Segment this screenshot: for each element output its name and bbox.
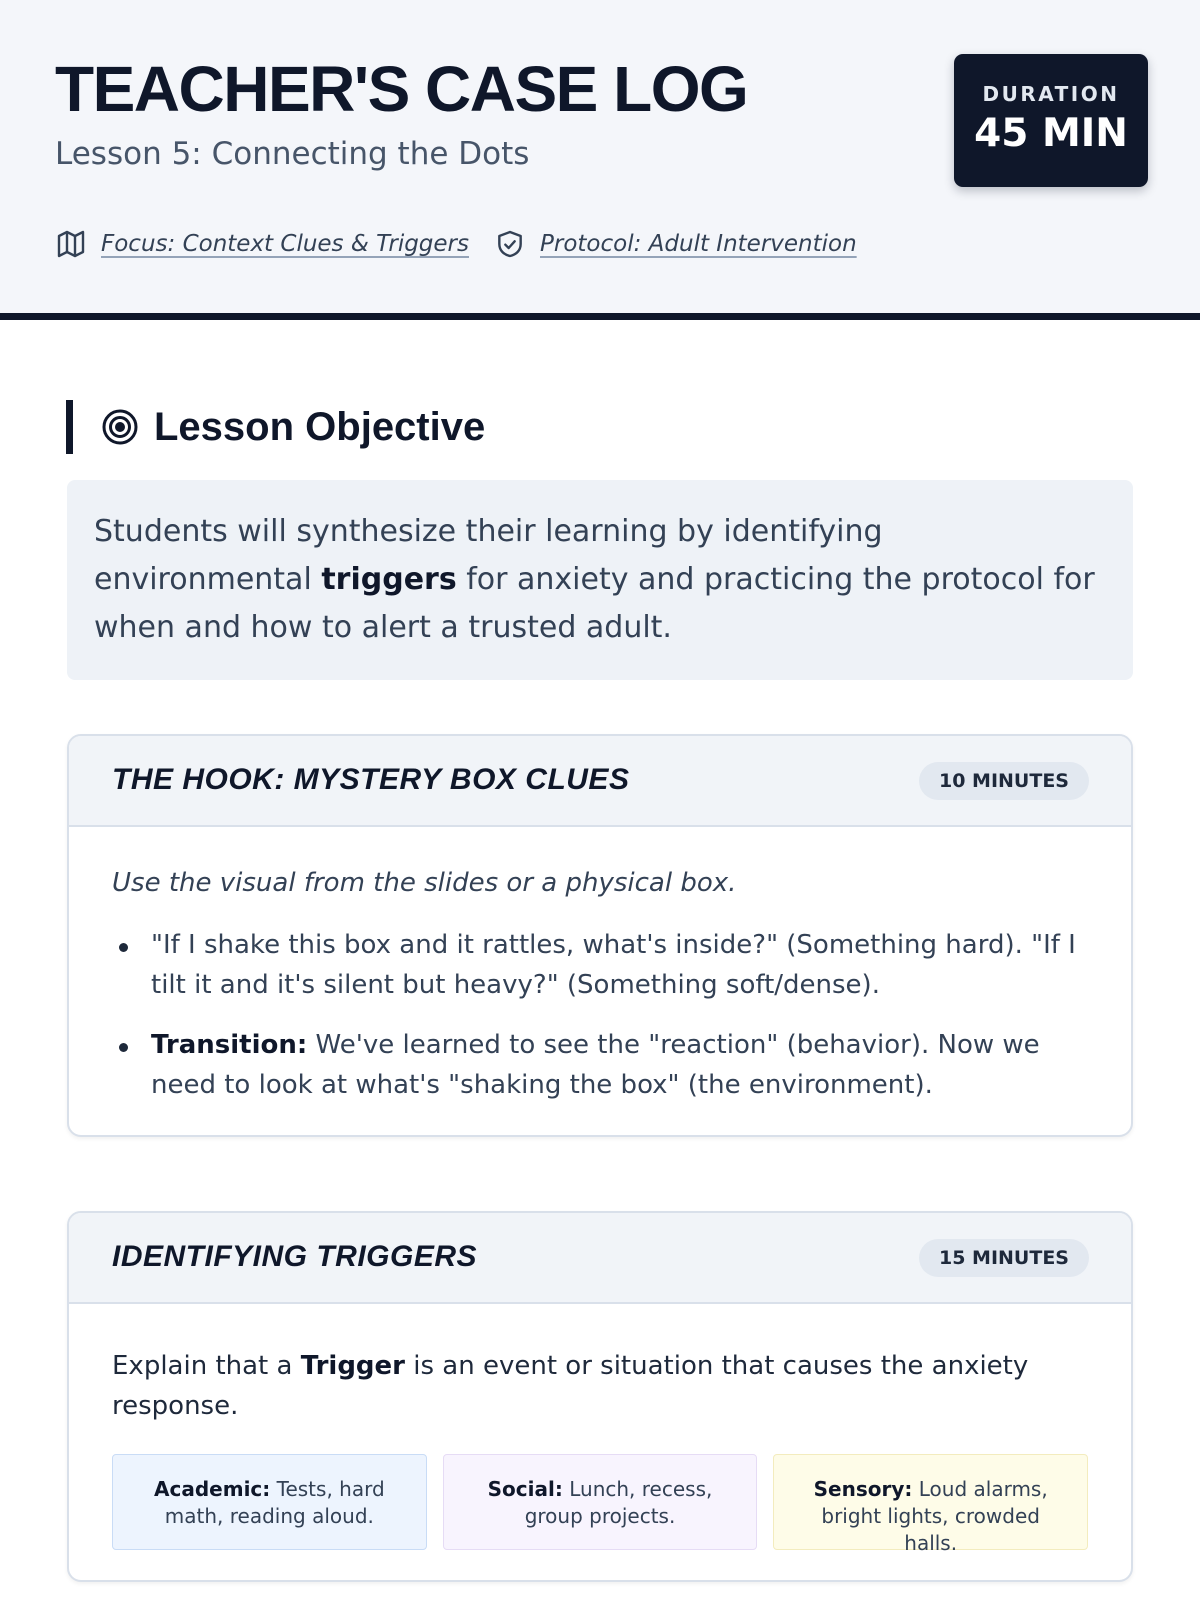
duration-value: 45 MIN: [974, 111, 1128, 156]
protocol-meta[interactable]: [494, 224, 857, 264]
tile-text: Loud alarms, bright lights, crowded halls.: [821, 1477, 1048, 1555]
hook-time-badge: 10 MINUTES: [919, 762, 1089, 800]
transition-text: We've learned to see the "reaction" (behavior). Now we need to look at what's "shaking the box" (the environment).: [151, 1030, 1040, 1100]
hook-note: Use the visual from the slides or a physical box.: [112, 868, 737, 898]
triggers-title: IDENTIFYING TRIGGERS: [112, 1240, 478, 1273]
triggers-card-body: [69, 1304, 1131, 1580]
explain-text-end: is an event or situation that causes the anxiety response.: [112, 1351, 1029, 1421]
duration-badge: [954, 54, 1148, 187]
trigger-category-tiles: [112, 1454, 1088, 1555]
hook-bullet-text: "If I shake this box and it rattles, what's inside?" (Something hard). "If I tilt it and it's silent but heavy?" (Something soft/dense).: [151, 930, 1076, 1000]
triggers-card-header: [69, 1213, 1131, 1304]
objective-bold-term: triggers: [321, 562, 457, 597]
tile-label: Sensory:: [813, 1477, 913, 1501]
explain-text-start: Explain that a: [112, 1351, 301, 1381]
list-item: [112, 1025, 1088, 1105]
lesson-subtitle: Lesson 5: Connecting the Dots: [55, 136, 530, 172]
shield-check-icon: [494, 228, 526, 260]
focus-text[interactable]: Focus: Context Clues & Triggers: [101, 231, 469, 257]
tile-text: Lunch, recess, group projects.: [524, 1477, 713, 1528]
objective-heading: [66, 400, 485, 454]
list-item: [112, 925, 1088, 1005]
protocol-text[interactable]: Protocol: Adult Intervention: [540, 231, 857, 257]
triggers-section-card: [67, 1211, 1133, 1582]
trigger-explanation: [112, 1346, 1088, 1426]
tile-label: Academic:: [154, 1477, 271, 1501]
case-log-header: [0, 0, 1200, 320]
tile-text: Tests, hard math, reading aloud.: [164, 1477, 385, 1528]
focus-meta[interactable]: [55, 224, 469, 264]
trigger-tile-academic: [112, 1454, 427, 1550]
tile-label: Social:: [487, 1477, 563, 1501]
trigger-term: Trigger: [300, 1351, 405, 1381]
heading-accent-bar: [66, 400, 73, 454]
page-title: TEACHER'S CASE LOG: [55, 53, 748, 125]
trigger-tile-sensory: [773, 1454, 1088, 1555]
hook-card-body: [69, 827, 1131, 1135]
hook-card-header: [69, 736, 1131, 827]
objective-text-start: Students will synthesize their learning by identifying environmental: [94, 514, 883, 597]
hook-bullet-list: [112, 925, 1088, 1105]
objective-title: Lesson Objective: [154, 404, 486, 449]
target-icon: [100, 407, 140, 447]
triggers-time-badge: 15 MINUTES: [919, 1239, 1089, 1277]
objective-text-end: for anxiety and practicing the protocol for when and how to alert a trusted adult.: [94, 562, 1095, 645]
duration-label: DURATION: [982, 82, 1120, 106]
hook-title: THE HOOK: MYSTERY BOX CLUES: [112, 763, 630, 796]
objective-box: [67, 480, 1133, 680]
map-icon: [55, 228, 87, 260]
hook-section-card: [67, 734, 1133, 1137]
transition-label: Transition:: [151, 1030, 308, 1060]
trigger-tile-social: [443, 1454, 758, 1550]
